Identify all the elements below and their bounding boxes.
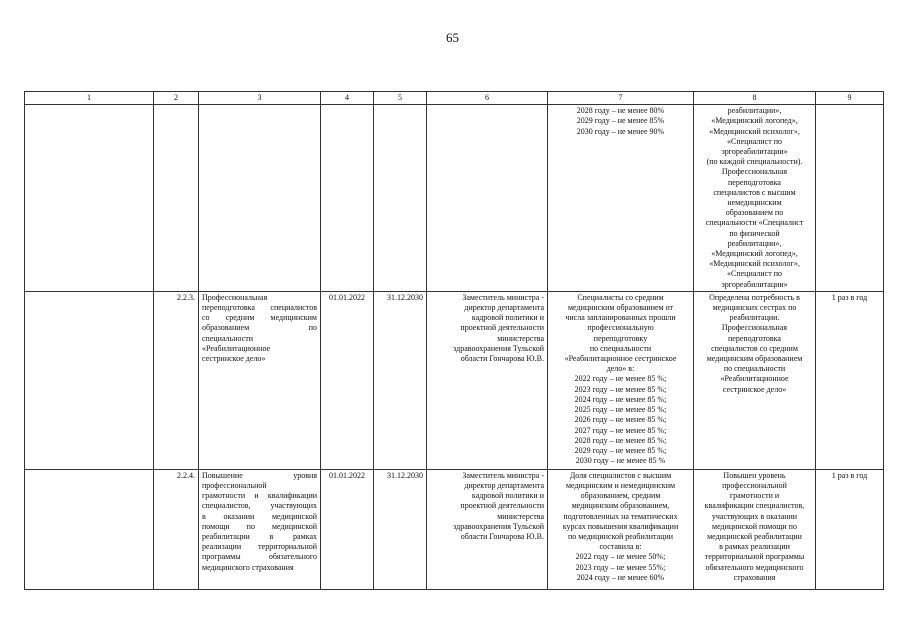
indicator-line: 2030 году – не менее 90% bbox=[576, 126, 665, 136]
title-line: специалистов, участвующих bbox=[202, 501, 317, 511]
empty-cell bbox=[154, 105, 199, 292]
result-line: квалификации специалистов, bbox=[704, 501, 805, 511]
result-line: переподготовка bbox=[728, 177, 781, 187]
result-cell bbox=[694, 105, 816, 292]
result-line: по специальности bbox=[723, 364, 786, 374]
result-line: эргореабилитации» bbox=[721, 147, 788, 157]
indicator-line: 2022 году – не менее 50%; bbox=[575, 552, 666, 562]
result-line: «Специалист по bbox=[727, 269, 782, 279]
indicator-line: переподготовку bbox=[593, 333, 648, 343]
result-line: Профессиональная bbox=[721, 167, 788, 177]
column-header: 3 bbox=[199, 92, 321, 105]
indicator-line: 2027 году – не менее 85 %; bbox=[574, 425, 667, 435]
responsible-line: здравоохранения Тульской bbox=[453, 521, 544, 531]
column-header: 2 bbox=[154, 92, 199, 105]
responsible-person bbox=[427, 291, 548, 469]
responsible-line: проектной деятельности bbox=[460, 323, 544, 333]
title-line: специальности bbox=[202, 333, 254, 343]
responsible-line: директор департамента bbox=[464, 303, 544, 313]
result-cell bbox=[694, 291, 816, 469]
responsible-line: директор департамента bbox=[464, 481, 544, 491]
title-line: «Реабилитационное bbox=[202, 343, 271, 353]
indicator-line: образованием, средним bbox=[580, 491, 661, 501]
item-number: 2.2.3. bbox=[154, 291, 199, 469]
activities-table bbox=[24, 91, 884, 590]
title-line: образованием по bbox=[202, 323, 317, 333]
result-line: профессиональной bbox=[722, 481, 787, 491]
indicator-line: 2029 году – не менее 85% bbox=[576, 116, 665, 126]
indicator-line: курсах повышения квалификации bbox=[562, 521, 679, 531]
result-line: немедицинским bbox=[727, 198, 782, 208]
title-line: сестринское дело» bbox=[202, 354, 266, 364]
empty-cell bbox=[374, 105, 427, 292]
result-line: специалистов со средним bbox=[711, 343, 798, 353]
indicator-line: Специалисты со средним bbox=[577, 292, 664, 302]
responsible-line: кадровой политики и bbox=[471, 491, 544, 501]
responsible-line: Заместитель министра - bbox=[462, 292, 544, 302]
frequency: 1 раз в год bbox=[816, 469, 884, 589]
start-date: 01.01.2022 bbox=[321, 469, 374, 589]
result-line: по физической bbox=[729, 228, 780, 238]
indicator-line: 2030 году – не менее 85 % bbox=[575, 456, 666, 466]
indicator-line: медицинским образованием от bbox=[567, 303, 673, 313]
result-line: территориальной программы bbox=[704, 552, 805, 562]
column-header: 6 bbox=[427, 92, 548, 105]
title-line: грамотности и квалификации bbox=[202, 491, 317, 501]
indicator-line: 2023 году – не менее 85 %; bbox=[574, 384, 667, 394]
end-date: 31.12.2030 bbox=[374, 291, 427, 469]
responsible-person bbox=[427, 469, 548, 589]
responsible-line: кадровой политики и bbox=[471, 313, 544, 323]
result-line: «Медицинский логопед», bbox=[711, 249, 798, 259]
indicator-line: 2024 году – не менее 60% bbox=[576, 572, 665, 582]
indicator-cell bbox=[548, 291, 694, 469]
indicator-line: по медицинской реабилитации bbox=[567, 532, 674, 542]
empty-cell bbox=[816, 105, 884, 292]
column-header: 5 bbox=[374, 92, 427, 105]
result-line: медицинской реабилитации bbox=[707, 532, 802, 542]
result-line: грамотности и bbox=[729, 491, 780, 501]
title-line: переподготовка специалистов bbox=[202, 303, 317, 313]
title-line: профессиональной bbox=[202, 481, 267, 491]
result-line: эргореабилитации» bbox=[721, 279, 788, 289]
column-header: 1 bbox=[25, 92, 154, 105]
continued-row bbox=[25, 105, 884, 292]
empty-cell bbox=[25, 469, 154, 589]
title-line: программы обязательного bbox=[202, 552, 317, 562]
responsible-line: области Гончарова Ю.В. bbox=[460, 354, 544, 364]
result-line: «Медицинский психолог», bbox=[709, 126, 800, 136]
indicator-line: медицинским и немедицинским bbox=[565, 481, 676, 491]
result-line: реабилитации», bbox=[727, 238, 782, 248]
indicator-line: «Реабилитационное сестринское bbox=[564, 354, 677, 364]
end-date: 31.12.2030 bbox=[374, 469, 427, 589]
result-line: страхования bbox=[733, 572, 776, 582]
result-line: Определена потребность в bbox=[709, 292, 800, 302]
result-line: медицинским образованием bbox=[706, 354, 803, 364]
indicator-line: составила в: bbox=[599, 542, 642, 552]
title-line: реализации территориальной bbox=[202, 542, 317, 552]
indicator-line: 2024 году – не менее 85 %; bbox=[574, 394, 667, 404]
empty-cell bbox=[199, 105, 321, 292]
result-line: реабилитации», bbox=[727, 106, 782, 116]
responsible-line: проектной деятельности bbox=[460, 501, 544, 511]
result-line: Профессиональная bbox=[721, 323, 788, 333]
indicator-line: 2028 году – не менее 85 %; bbox=[574, 435, 667, 445]
result-cell bbox=[694, 469, 816, 589]
result-line: специальности «Специалист bbox=[705, 218, 804, 228]
responsible-line: здравоохранения Тульской bbox=[453, 343, 544, 353]
result-line: Повышен уровень bbox=[723, 470, 786, 480]
result-line: переподготовка bbox=[728, 333, 781, 343]
responsible-line: министерства bbox=[497, 511, 544, 521]
indicator-line: 2023 году – не менее 55%; bbox=[575, 562, 666, 572]
indicator-line: 2028 году – не менее 80% bbox=[576, 106, 665, 116]
table-row bbox=[25, 291, 884, 469]
result-line: (по каждой специальности). bbox=[706, 157, 803, 167]
indicator-line: по специальности bbox=[589, 343, 652, 353]
title-line: Профессиональная bbox=[202, 292, 268, 302]
indicator-line: дело» в: bbox=[606, 364, 635, 374]
responsible-line: Заместитель министра - bbox=[462, 470, 544, 480]
title-line: реабилитации в рамках bbox=[202, 532, 317, 542]
indicator-line: подготовленных на тематических bbox=[563, 511, 678, 521]
indicator-line: Доля специалистов с высшим bbox=[569, 470, 672, 480]
page-number: 65 bbox=[446, 30, 459, 45]
indicator-cell bbox=[548, 105, 694, 292]
column-header: 8 bbox=[694, 92, 816, 105]
empty-cell bbox=[25, 105, 154, 292]
result-line: реабилитации. bbox=[729, 313, 780, 323]
empty-cell bbox=[25, 291, 154, 469]
indicator-cell bbox=[548, 469, 694, 589]
title-line: медицинского страхования bbox=[202, 562, 294, 572]
title-line: Повышение уровня bbox=[202, 470, 317, 480]
indicator-line: 2026 году – не менее 85 %; bbox=[574, 415, 667, 425]
result-line: образованием по bbox=[725, 208, 784, 218]
result-line: участвующих в оказании bbox=[711, 511, 798, 521]
activity-title bbox=[199, 291, 321, 469]
result-line: специалистов с высшим bbox=[713, 187, 796, 197]
responsible-line: министерства bbox=[497, 333, 544, 343]
item-number: 2.2.4. bbox=[154, 469, 199, 589]
result-line: в рамках реализации bbox=[719, 542, 790, 552]
result-line: обязательного медицинского bbox=[705, 562, 804, 572]
indicator-line: 2029 году – не менее 85 %; bbox=[574, 445, 667, 455]
title-line: помощи по медицинской bbox=[202, 521, 317, 531]
result-line: медицинской помощи по bbox=[712, 521, 797, 531]
column-header: 7 bbox=[548, 92, 694, 105]
title-line: в оказании медицинской bbox=[202, 511, 317, 521]
activity-title bbox=[199, 469, 321, 589]
responsible-line: области Гончарова Ю.В. bbox=[460, 532, 544, 542]
result-line: «Медицинский психолог», bbox=[709, 259, 800, 269]
result-line: «Медицинский логопед», bbox=[711, 116, 798, 126]
indicator-line: 2022 году – не менее 85 %; bbox=[574, 374, 667, 384]
column-header: 9 bbox=[816, 92, 884, 105]
result-line: сестринское дело» bbox=[722, 384, 787, 394]
start-date: 01.01.2022 bbox=[321, 291, 374, 469]
empty-cell bbox=[427, 105, 548, 292]
indicator-line: числа запланированных прошли bbox=[565, 313, 676, 323]
indicator-line: профессиональную bbox=[587, 323, 654, 333]
frequency: 1 раз в год bbox=[816, 291, 884, 469]
title-line: со средним медицинским bbox=[202, 313, 317, 323]
column-number-row bbox=[25, 92, 884, 105]
empty-cell bbox=[321, 105, 374, 292]
result-line: «Специалист по bbox=[727, 136, 782, 146]
column-header: 4 bbox=[321, 92, 374, 105]
result-line: «Реабилитационное bbox=[720, 374, 789, 384]
result-line: медицинских сестрах по bbox=[712, 303, 797, 313]
table-row bbox=[25, 469, 884, 589]
indicator-line: медицинским образованием, bbox=[571, 501, 670, 511]
indicator-line: 2025 году – не менее 85 %; bbox=[574, 405, 667, 415]
